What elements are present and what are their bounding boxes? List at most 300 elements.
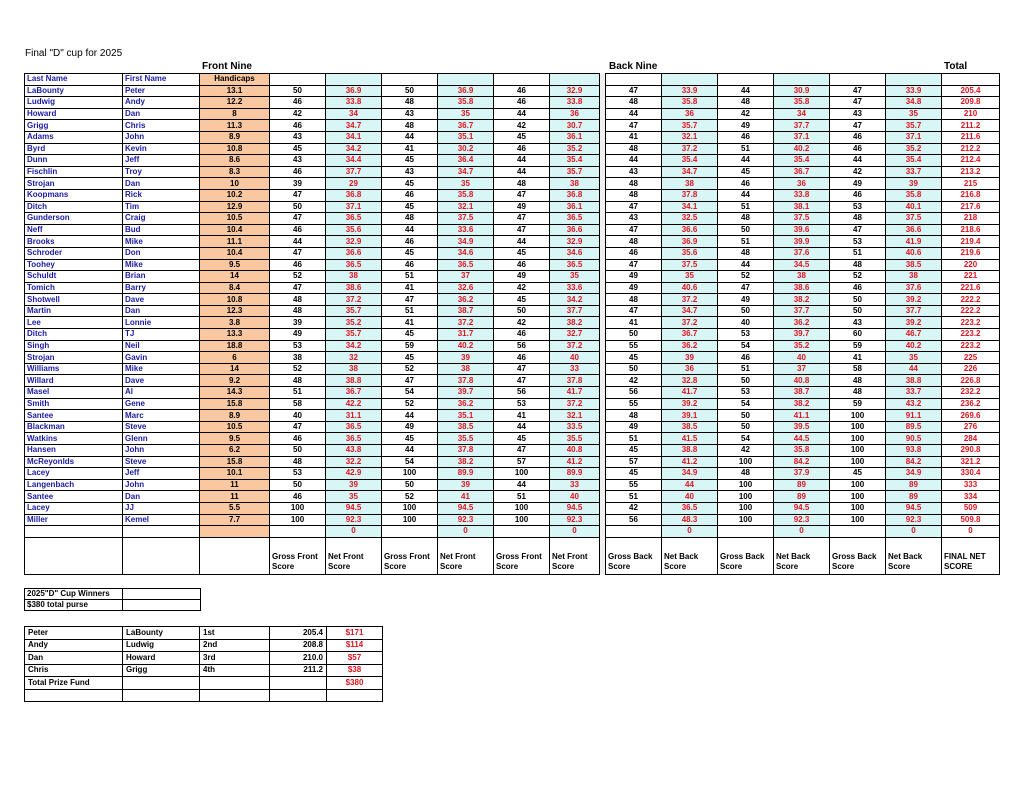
net-score: 36.8 [326,189,382,201]
handicap: 12.3 [200,305,270,317]
gross-score: 46 [494,259,550,271]
net-score: 92.3 [438,514,494,526]
total-score: 225 [942,352,1000,364]
first-name: Glenn [123,433,200,445]
last-name: McReyonlds [25,456,123,468]
gross-score: 43 [270,131,326,143]
header-cell [662,74,718,86]
gross-score: 48 [830,387,886,399]
net-score: 35.6 [326,224,382,236]
first-name: Mike [123,236,200,248]
net-score: 92.3 [886,514,942,526]
net-score: 89 [774,479,830,491]
net-score: 92.3 [550,514,600,526]
gross-score: 45 [494,131,550,143]
net-score: 36.5 [438,259,494,271]
last-name: Dunn [25,155,123,167]
gross-score: 44 [270,236,326,248]
net-score: 38.2 [550,317,600,329]
gross-score: 47 [830,224,886,236]
gross-score: 47 [270,421,326,433]
first-name: JJ [123,502,200,514]
gross-score: 48 [606,410,662,422]
net-score: 34.2 [326,340,382,352]
gross-score: 100 [830,410,886,422]
gross-score: 48 [270,375,326,387]
gross-score: 38 [270,352,326,364]
gross-score: 47 [270,213,326,225]
table-row [25,329,1000,341]
table-row [25,85,1000,97]
net-score: 34.7 [662,166,718,178]
score [270,689,327,702]
last-name: LaBounty [123,627,200,640]
gross-score: 54 [382,456,438,468]
net-score: 40 [550,352,600,364]
first-name: Barry [123,282,200,294]
gross-score: 50 [718,224,774,236]
net-score: 46.7 [886,329,942,341]
gross-score: 47 [494,375,550,387]
prize-row [25,689,383,702]
handicap: 8 [200,108,270,120]
last-name: Grigg [123,664,200,677]
net-score: 92.3 [774,514,830,526]
net-score: 32 [326,352,382,364]
net-score: 32.9 [326,236,382,248]
gross-score: 45 [606,468,662,480]
gross-score: 52 [830,271,886,283]
net-score: 35 [438,178,494,190]
net-score: 92.3 [326,514,382,526]
first-name: Don [123,247,200,259]
last-name: Neff [25,224,123,236]
total-score: 509 [942,502,1000,514]
net-score: 36.6 [326,247,382,259]
net-score: 40.2 [774,143,830,155]
net-score: 37.2 [438,317,494,329]
net-score: 34.7 [438,166,494,178]
first-name: Kevin [123,143,200,155]
gross-score: 42 [718,445,774,457]
net-score: 94.5 [550,502,600,514]
net-score: 43.8 [326,445,382,457]
total-score: 220 [942,259,1000,271]
gross-score: 48 [606,236,662,248]
table-row [25,363,1000,375]
net-score: 40.8 [550,445,600,457]
prize-amount: $57 [327,652,383,665]
gross-score: 49 [494,271,550,283]
gross-score: 48 [718,213,774,225]
gross-score: 42 [494,317,550,329]
net-score: 39.5 [774,421,830,433]
gross-score: 100 [718,456,774,468]
net-score: 37.2 [550,398,600,410]
gross-score: 51 [494,491,550,503]
column-label: Gross Front Score [382,537,438,574]
net-score: 37.7 [886,305,942,317]
column-label: Net Back Score [774,537,830,574]
net-score: 89 [886,491,942,503]
total-score: 290.8 [942,445,1000,457]
gross-score: 41 [830,352,886,364]
net-score: 34.9 [662,468,718,480]
net-score: 34.5 [774,259,830,271]
total-score: 212.4 [942,155,1000,167]
last-name: Lee [25,317,123,329]
first-name: John [123,131,200,143]
gross-score: 43 [270,155,326,167]
net-score: 40 [550,491,600,503]
handicap: 7.7 [200,514,270,526]
gross-score: 100 [270,502,326,514]
net-score: 38.5 [438,421,494,433]
gross-score: 56 [606,514,662,526]
net-score: 0 [886,526,942,538]
gross-score: 45 [606,445,662,457]
net-score: 38 [774,271,830,283]
net-score: 34.7 [662,305,718,317]
first-name: Neil [123,340,200,352]
net-score: 35.5 [550,433,600,445]
total-score: 236.2 [942,398,1000,410]
table-row [25,410,1000,422]
net-score: 37.7 [550,305,600,317]
first-name: Al [123,387,200,399]
prize-amount: $38 [327,664,383,677]
gross-score: 47 [830,120,886,132]
first-name [25,689,123,702]
gross-score: 47 [494,189,550,201]
handicap: 9.5 [200,433,270,445]
gross-score: 42 [606,502,662,514]
net-score: 38.1 [774,201,830,213]
gross-score: 44 [382,445,438,457]
prize-amount [327,689,383,702]
handicap: 14 [200,271,270,283]
net-score: 36.5 [326,433,382,445]
handicap: 10.5 [200,213,270,225]
gross-score: 50 [382,85,438,97]
first-name: Craig [123,213,200,225]
net-score: 36.7 [774,166,830,178]
net-score: 39.2 [662,398,718,410]
net-score: 30.7 [550,120,600,132]
last-name: Strojan [25,178,123,190]
gross-score: 50 [830,305,886,317]
net-score: 36.6 [886,224,942,236]
gross-score: 46 [494,85,550,97]
net-score: 34.4 [326,155,382,167]
gross-score: 46 [830,189,886,201]
net-score: 41.9 [886,236,942,248]
gross-score: 57 [606,456,662,468]
gross-score: 54 [718,398,774,410]
gross-score: 100 [830,479,886,491]
net-score: 34.6 [550,247,600,259]
footer-label-row [25,537,1000,574]
net-score: 35.2 [774,340,830,352]
first-name: Peter [123,85,200,97]
handicap: 3.8 [200,317,270,329]
net-score: 35.2 [550,143,600,155]
handicap: 15.8 [200,398,270,410]
gross-score: 44 [494,166,550,178]
net-score: 35.8 [774,97,830,109]
net-score: 37.7 [774,305,830,317]
net-score: 36.8 [550,189,600,201]
table-row [25,502,1000,514]
last-name: Ludwig [25,97,123,109]
net-score: 89.9 [550,468,600,480]
net-score: 35 [886,352,942,364]
handicap: 13.3 [200,329,270,341]
gross-score: 42 [494,120,550,132]
net-score: 39 [326,479,382,491]
gross-score: 46 [270,224,326,236]
net-score: 37.6 [774,247,830,259]
gross-score: 100 [830,491,886,503]
gross-score: 45 [606,352,662,364]
gross-score: 46 [494,329,550,341]
first-name: Kemel [123,514,200,526]
gross-score: 47 [606,305,662,317]
net-score: 36 [662,108,718,120]
gross-score: 47 [718,282,774,294]
column-label: Net Back Score [886,537,942,574]
net-score: 36 [774,178,830,190]
net-score: 35.5 [438,433,494,445]
table-row [25,468,1000,480]
col-last-name: Last Name [25,74,123,86]
gross-score: 50 [606,329,662,341]
table-row [25,491,1000,503]
score: 211.2 [270,664,327,677]
total-score: 330.4 [942,468,1000,480]
net-score: 32.5 [662,213,718,225]
gross-score: 46 [270,166,326,178]
net-score: 44 [662,479,718,491]
last-name [25,526,123,538]
gross-score [606,526,662,538]
gross-score: 100 [830,514,886,526]
last-name: Hansen [25,445,123,457]
total-score: 222.2 [942,294,1000,306]
gross-score: 50 [270,445,326,457]
first-name: Dave [123,375,200,387]
prize-amount: $114 [327,639,383,652]
gross-score: 44 [494,236,550,248]
net-score: 32.7 [550,329,600,341]
net-score: 93.8 [886,445,942,457]
gross-score: 51 [606,433,662,445]
gross-score: 59 [830,398,886,410]
net-score: 32.1 [550,410,600,422]
first-name: TJ [123,329,200,341]
blank-cell [200,537,270,574]
handicap: 13.1 [200,85,270,97]
net-score: 31.1 [326,410,382,422]
gross-score: 46 [830,131,886,143]
net-score: 37.1 [326,201,382,213]
handicap: 10.2 [200,189,270,201]
gross-score: 42 [606,375,662,387]
net-score: 37.2 [326,294,382,306]
last-name: Adams [25,131,123,143]
net-score: 36.5 [326,259,382,271]
net-score: 36.2 [774,317,830,329]
net-score: 35.8 [662,97,718,109]
table-row [25,224,1000,236]
handicap: 9.5 [200,259,270,271]
first-name: Dan [25,652,123,665]
gross-score: 45 [494,294,550,306]
gross-score: 45 [270,143,326,155]
net-score: 34.9 [886,468,942,480]
net-score: 38.5 [886,259,942,271]
first-name: Steve [123,456,200,468]
net-score: 35.8 [774,445,830,457]
total-score: 211.2 [942,120,1000,132]
gross-score: 48 [606,143,662,155]
gross-score: 47 [382,294,438,306]
gross-score: 59 [382,340,438,352]
net-score: 34 [326,108,382,120]
winners-purse: $380 total purse [25,600,123,611]
handicap: 6 [200,352,270,364]
header-cell [270,74,326,86]
first-name: Lonnie [123,317,200,329]
gross-score: 48 [382,97,438,109]
column-label: Gross Back Score [830,537,886,574]
gross-score: 44 [494,421,550,433]
net-score: 37.5 [774,213,830,225]
gross-score: 51 [718,363,774,375]
net-score: 36.2 [438,294,494,306]
gross-score: 55 [606,479,662,491]
net-score: 34 [774,108,830,120]
gross-score: 41 [606,317,662,329]
net-score: 35.7 [326,305,382,317]
handicap: 12.2 [200,97,270,109]
first-name: Chris [123,120,200,132]
net-score: 36.7 [662,329,718,341]
last-name: Brooks [25,236,123,248]
last-name: Miller [25,514,123,526]
gross-score: 45 [718,166,774,178]
header-cell [606,74,662,86]
gross-score: 46 [606,247,662,259]
total-score: 509.8 [942,514,1000,526]
first-name: Troy [123,166,200,178]
table-row [25,445,1000,457]
net-score: 38.7 [774,387,830,399]
net-score: 37.5 [438,213,494,225]
gross-score: 40 [718,317,774,329]
first-name: Marc [123,410,200,422]
handicap: 10.4 [200,224,270,236]
gross-score: 51 [270,387,326,399]
net-score: 32.6 [438,282,494,294]
gross-score: 55 [606,340,662,352]
gross-score: 47 [830,97,886,109]
net-score: 41.7 [662,387,718,399]
gross-score: 41 [494,410,550,422]
handicap: 6.2 [200,445,270,457]
table-row [25,189,1000,201]
net-score: 34.2 [326,143,382,155]
winners-box [24,588,201,611]
prize-amount: $171 [327,627,383,640]
gross-score: 56 [494,340,550,352]
table-row [25,305,1000,317]
total-score: 218.6 [942,224,1000,236]
net-score: 37.6 [886,282,942,294]
net-score: 38 [438,363,494,375]
gross-score: 100 [830,502,886,514]
table-row [25,166,1000,178]
last-name: Ditch [25,201,123,213]
net-score: 34.6 [438,247,494,259]
net-score: 33.9 [662,85,718,97]
net-score: 35.8 [438,189,494,201]
net-score: 36.2 [662,340,718,352]
net-score: 89 [886,479,942,491]
gross-score: 41 [382,317,438,329]
table-row [25,456,1000,468]
net-score: 39.7 [438,387,494,399]
total-score: 211.6 [942,131,1000,143]
net-score: 37 [438,271,494,283]
gross-score: 48 [830,213,886,225]
gross-score: 50 [382,479,438,491]
net-score: 33 [550,363,600,375]
net-score: 33.7 [886,166,942,178]
gross-score: 47 [606,201,662,213]
net-score: 36.9 [326,85,382,97]
gross-score: 50 [270,85,326,97]
gross-score: 44 [830,155,886,167]
prize-row [25,627,383,640]
net-score: 35.7 [326,329,382,341]
last-name: Shotwell [25,294,123,306]
net-score: 35 [326,491,382,503]
column-label: Net Front Score [438,537,494,574]
handicap: 15.8 [200,456,270,468]
gross-score: 100 [830,433,886,445]
last-name: Byrd [25,143,123,155]
table-row [25,155,1000,167]
gross-score: 100 [830,445,886,457]
gross-score: 49 [830,178,886,190]
last-name: Martin [25,305,123,317]
header-cell [830,74,886,86]
total-score: 219.4 [942,236,1000,248]
net-score: 44 [886,363,942,375]
last-name: LaBounty [25,85,123,97]
net-score: 48.3 [662,514,718,526]
front-nine-heading: Front Nine [202,61,252,72]
gross-score: 100 [718,491,774,503]
first-name [123,526,200,538]
gross-score: 49 [606,271,662,283]
net-score: 33.8 [326,97,382,109]
table-row [25,479,1000,491]
net-score: 35.1 [438,410,494,422]
net-score: 35.7 [886,120,942,132]
table-row [25,294,1000,306]
